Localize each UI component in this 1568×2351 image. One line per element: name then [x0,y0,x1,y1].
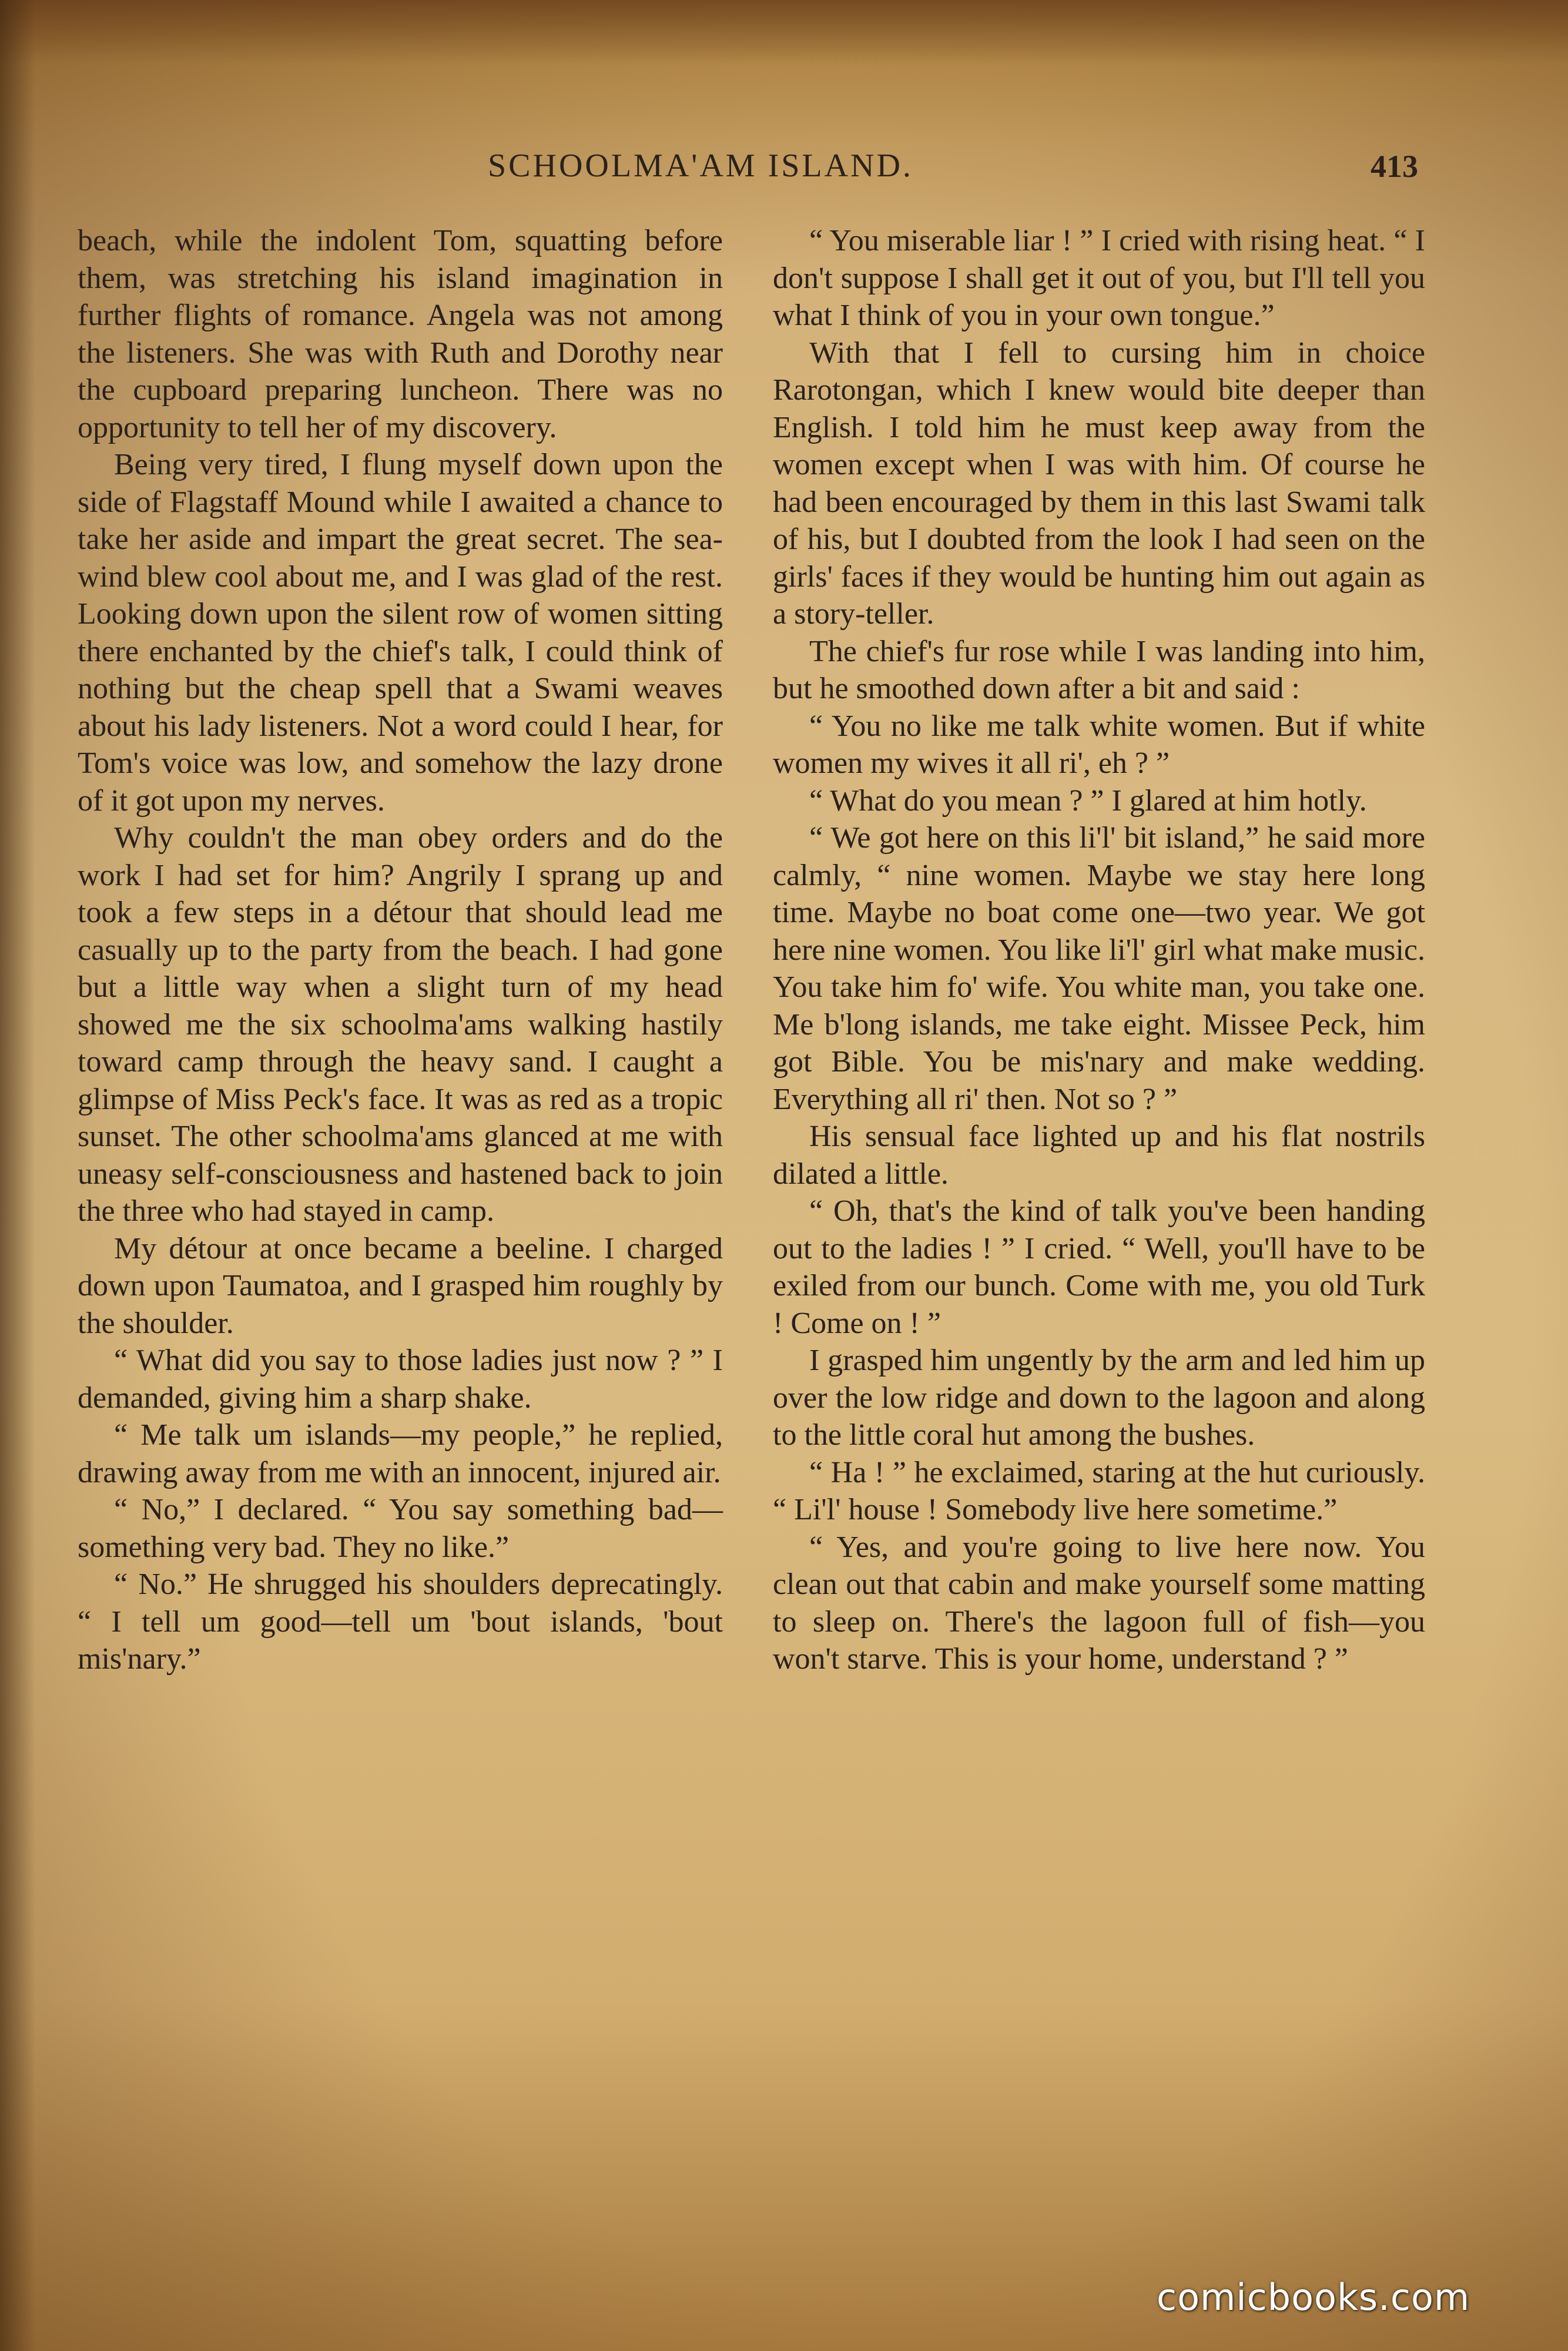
paragraph: His sensual face lighted up and his flat nostrils dilated a little. [773,1120,1425,1191]
paragraph: Being very tired, I flung myself down upon the side of Flagstaff Mound while I awaited a chance to take her aside and impart the great secret. The sea-wind blew cool about me, and I was glad of the rest. Looking down upon the silent row of women sitting there enchanted by the chief's talk, I could think of nothing but the cheap spell that a Swami weaves about his lady listeners. Not a word could I hear, for Tom's voice was low, and somehow the lazy drone of it got upon my nerves. [78,448,723,818]
left-column [78,222,723,1678]
paragraph: “ Ha ! ” he exclaimed, staring at the hut curiously. “ Li'l' house ! Somebody live here sometime.” [773,1455,1425,1526]
paragraph: “ What do you mean ? ” I glared at him hotly. [809,783,1367,818]
page-top-edge-shadow [0,0,1568,65]
paragraph: Why couldn't the man obey orders and do the work I had set for him? Angrily I sprang up and took a few steps in a détour that should lead me casually up to the party from the beach. I had gone but a little way when a slight turn of my head showed me the six schoolma'ams walking hastily toward camp through the heavy sand. I caught a glimpse of Miss Peck's face. It was as red as a tropic sunset. The other schoolma'ams glanced at me with uneasy self-consciousness and hastened back to join the three who had stayed in camp. [78,821,723,1228]
paragraph: “ You miserable liar ! ” I cried with rising heat. “ I don't suppose I shall get it out of you, but I'll tell you what I think of you in your own tongue.” [773,224,1425,332]
paragraph: The chief's fur rose while I was landing into him, but he smoothed down after a bit and said : [773,634,1425,705]
paragraph: “ What did you say to those ladies just now ? ” I demanded, giving him a sharp shake. [78,1344,723,1415]
page-number: 413 [1371,149,1418,184]
paragraph: “ No.” He shrugged his shoulders deprecatingly. “ I tell um good—tell um 'bout islands, 'bout mis'nary.” [78,1568,723,1676]
paragraph: “ Yes, and you're going to live here now. You clean out that cabin and make yourself some matting to sleep on. There's the lagoon full of fish—you won't starve. This is your home, understand ? ” [773,1530,1425,1676]
right-column [773,222,1425,1678]
paragraph: “ Me talk um islands—my people,” he replied, drawing away from me with an innocent, injured air. [78,1418,723,1489]
running-title: SCHOOLMA'AM ISLAND. [488,148,913,184]
paragraph: With that I fell to cursing him in choice Rarotongan, which I knew would bite deeper than English. I told him he must keep away from the women except when I was with him. Of course he had been encouraged by them in this last Swami talk of his, but I doubted from the look I had seen on the girls' faces if they would be hunting him out again as a story-teller. [773,336,1425,631]
paragraph: I grasped him ungently by the arm and led him up over the low ridge and down to the lagoon and along to the little coral hut among the bushes. [773,1344,1425,1452]
paragraph: “ No,” I declared. “ You say something bad—something very bad. They no like.” [78,1493,723,1564]
paragraph: My détour at once became a beeline. I charged down upon Taumatoa, and I grasped him roughly by the shoulder. [78,1231,723,1340]
paragraph: “ We got here on this li'l' bit island,” he said more calmly, “ nine women. Maybe we stay here long time. Maybe no boat come one—two year. We got here nine women. You like li'l' girl what make music. You take him fo' wife. You white man, you take one. Me b'long islands, me take eight. Missee Peck, him got Bible. You be mis'nary and make wedding. Everything all ri' then. Not so ? ” [773,821,1425,1116]
paragraph: “ Oh, that's the kind of talk you've been handing out to the ladies ! ” I cried. “ Well, you'll have to be exiled from our bunch. Come with me, you old Turk ! Come on ! ” [773,1194,1425,1340]
paragraph: “ You no like me talk white women. But if white women my wives it all ri', eh ? ” [773,709,1425,780]
watermark: comicbooks.com [1157,2276,1470,2319]
binding-shadow [0,0,35,2351]
paragraph: beach, while the indolent Tom, squatting before them, was stretching his island imagination in further flights of romance. Angela was not among the listeners. She was with Ruth and Dorothy near the cupboard preparing luncheon. There was no opportunity to tell her of my discovery. [78,224,723,444]
